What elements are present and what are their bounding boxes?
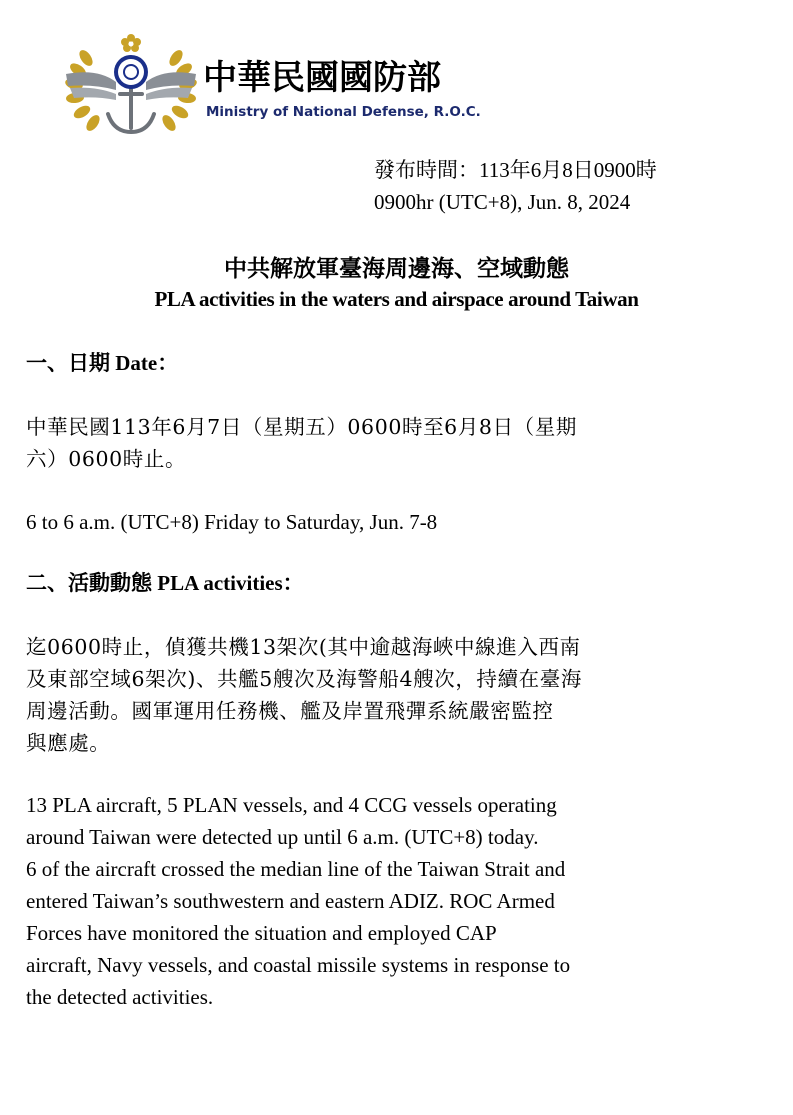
text-line: 與應處。 (26, 731, 111, 755)
text-line: around Taiwan were detected up until 6 a.m. (UTC+8) today. (26, 825, 539, 849)
section-activities-heading (26, 567, 304, 599)
org-name-zh: 中華民國國防部 (203, 58, 441, 98)
section-activities-body-zh (26, 631, 786, 759)
section-date-heading-zh: 一、日期 (26, 350, 110, 375)
text-line: 六）0600時止。 (26, 447, 187, 471)
document-title-zh: 中共解放軍臺海周邊海、空域動態 (224, 255, 569, 282)
release-time-en: 0900hr (UTC+8), Jun. 8, 2024 (374, 190, 631, 214)
section-date-heading (26, 347, 178, 379)
text-line: aircraft, Navy vessels, and coastal missile systems in response to (26, 953, 571, 977)
release-time-zh: 發布時間：113年6月8日0900時 (374, 158, 657, 182)
section-activities-heading-zh: 二、活動動態 (26, 570, 152, 595)
org-name-en: Ministry of National Defense, R.O.C. (206, 104, 481, 120)
text-line: 13 PLA aircraft, 5 PLAN vessels, and 4 CCG vessels operating (26, 793, 557, 817)
section-date-body-en: 6 to 6 a.m. (UTC+8) Friday to Saturday, Jun. 7-8 (26, 510, 438, 534)
document-title-en: PLA activities in the waters and airspace around Taiwan (154, 287, 639, 311)
text-line: entered Taiwan’s southwestern and eastern ADIZ. ROC Armed (26, 889, 555, 913)
text-line: 中華民國113年6月7日（星期五）0600時至6月8日（星期 (26, 415, 577, 439)
section-activities-heading-en: PLA activities： (157, 571, 304, 595)
text-line: the detected activities. (26, 985, 214, 1009)
text-line: 及東部空域6架次)、共艦5艘次及海警船4艘次，持續在臺海 (26, 667, 582, 691)
text-line: 6 of the aircraft crossed the median line of the Taiwan Strait and (26, 857, 566, 881)
section-date-body-zh (26, 411, 786, 475)
section-activities-body-en (26, 789, 786, 1013)
text-line: 周邊活動。國軍運用任務機、艦及岸置飛彈系統嚴密監控 (26, 699, 554, 723)
section-date-heading-en: Date： (115, 351, 179, 375)
text-line: 迄0600時止，偵獲共機13架次(其中逾越海峽中線進入西南 (26, 635, 581, 659)
text-line: Forces have monitored the situation and employed CAP (26, 921, 497, 945)
mnd-emblem-logo (58, 28, 204, 140)
